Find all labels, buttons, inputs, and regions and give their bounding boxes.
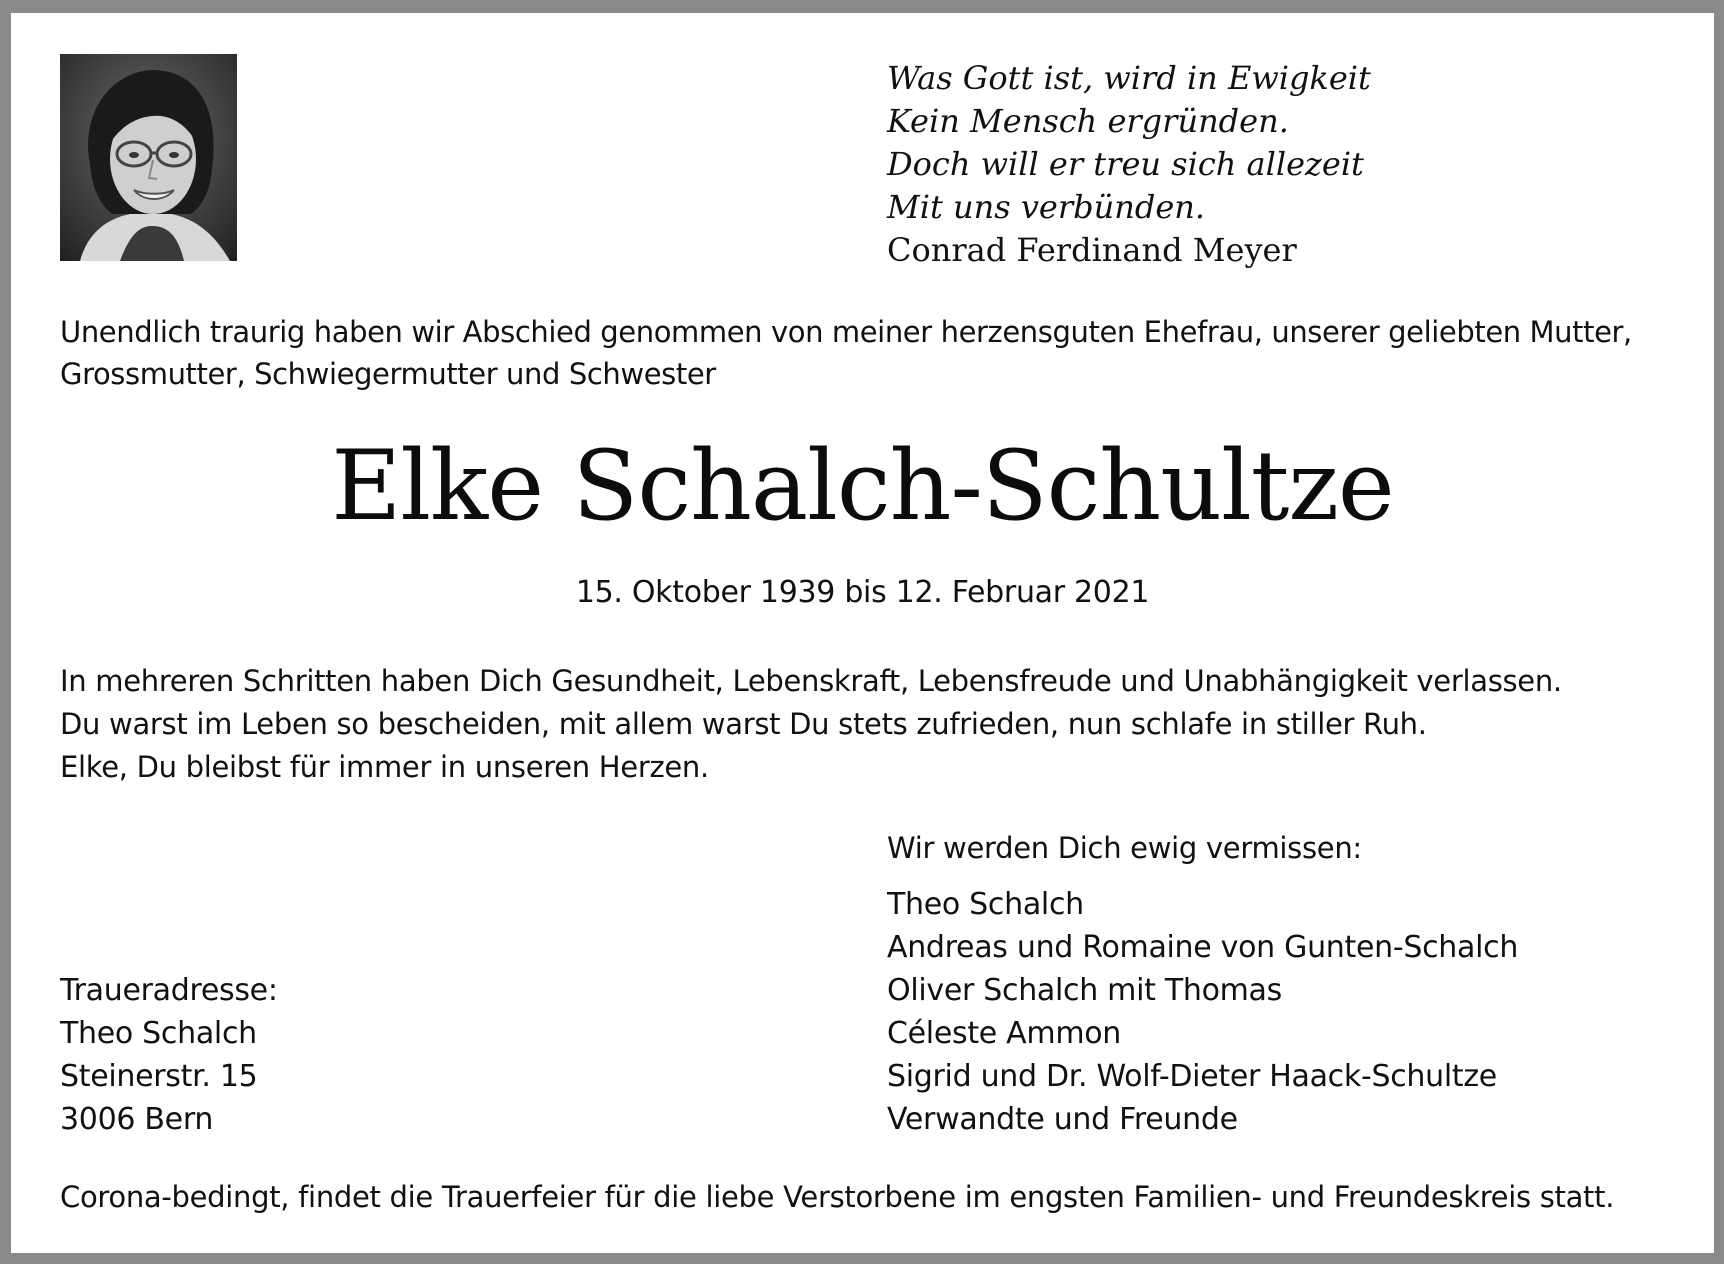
ceremony-note: Corona-bedingt, findet die Trauerfeier für die liebe Verstorbene im engsten Familien- und Freundeskreis statt. xyxy=(60,1180,1615,1214)
mourner-name: Céleste Ammon xyxy=(887,1016,1122,1051)
obituary-page xyxy=(11,13,1714,1253)
address-name: Theo Schalch xyxy=(60,1016,257,1051)
deceased-name: Elke Schalch-Schultze xyxy=(331,430,1394,542)
mourners-heading: Wir werden Dich ewig vermissen: xyxy=(887,831,1362,865)
mourner-name: Theo Schalch xyxy=(887,887,1084,922)
poem-line: Doch will er treu sich allezeit xyxy=(887,145,1364,183)
intro-line: Unendlich traurig haben wir Abschied genommen von meiner herzensguten Ehefrau, unserer geliebten Mutter, xyxy=(60,315,1632,349)
life-dates: 15. Oktober 1939 bis 12. Februar 2021 xyxy=(575,575,1150,610)
address-label: Traueradresse: xyxy=(60,973,278,1008)
intro-text xyxy=(60,311,1680,395)
mourner-name: Sigrid und Dr. Wolf-Dieter Haack-Schultze xyxy=(887,1059,1497,1094)
tribute-line: Du warst im Leben so bescheiden, mit allem warst Du stets zufrieden, nun schlafe in stiller Ruh. xyxy=(60,707,1427,741)
mourner-name: Andreas und Romaine von Gunten-Schalch xyxy=(887,930,1519,965)
poem-line: Was Gott ist, wird in Ewigkeit xyxy=(887,59,1371,97)
poem-line: Kein Mensch ergründen. xyxy=(887,102,1289,140)
mourner-name: Oliver Schalch mit Thomas xyxy=(887,973,1282,1008)
mourners-list xyxy=(887,883,1518,1141)
poem-line: Mit uns verbünden. xyxy=(887,188,1206,226)
mourner-name: Verwandte und Freunde xyxy=(887,1102,1238,1137)
tribute-line: In mehreren Schritten haben Dich Gesundheit, Lebenskraft, Lebensfreude und Unabhängigkeit verlassen. xyxy=(60,664,1562,698)
tribute-text xyxy=(60,660,1562,789)
intro-line: Grossmutter, Schwiegermutter und Schwester xyxy=(60,357,716,391)
address-city: 3006 Bern xyxy=(60,1102,214,1137)
poem-author: Conrad Ferdinand Meyer xyxy=(887,231,1297,269)
portrait-photo xyxy=(60,54,237,261)
poem-block xyxy=(887,57,1371,272)
mourning-address xyxy=(60,969,278,1141)
portrait-image xyxy=(60,54,237,261)
address-street: Steinerstr. 15 xyxy=(60,1059,258,1094)
tribute-line: Elke, Du bleibst für immer in unseren Herzen. xyxy=(60,750,709,784)
